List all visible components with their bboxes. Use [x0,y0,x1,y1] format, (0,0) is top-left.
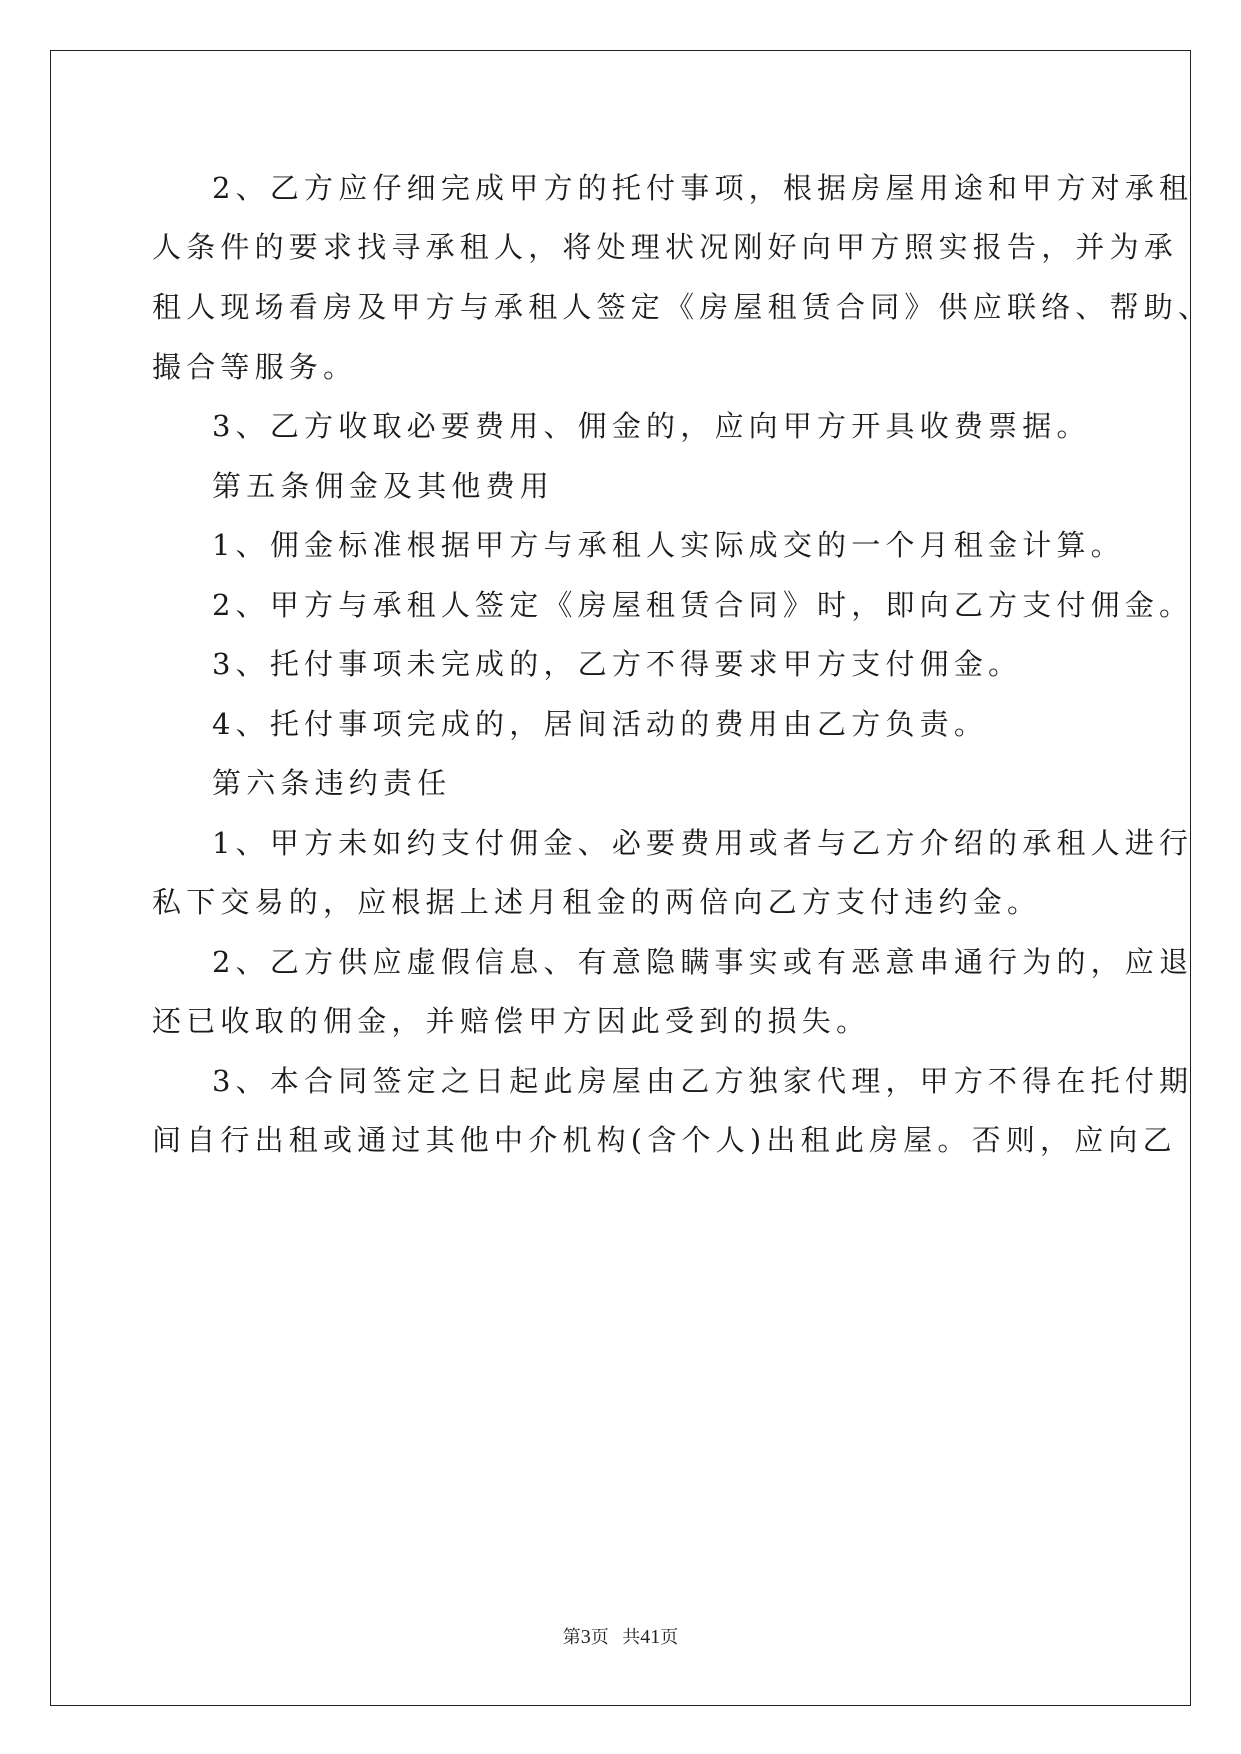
body-line: 撮合等服务。 [152,350,358,384]
section-heading: 第六条违约责任 [212,766,452,800]
body-line: 3、本合同签定之日起此房屋由乙方独家代理，甲方不得在托付期 [212,1064,1194,1098]
section-heading: 第五条佣金及其他费用 [212,469,555,503]
body-line: 人条件的要求找寻承租人，将处理状况刚好向甲方照实报告，并为承 [152,230,1179,264]
body-line: 1、佣金标准根据甲方与承租人实际成交的一个月租金计算。 [212,528,1125,562]
total-page-number: 41 [640,1626,661,1648]
body-line: 还已收取的佣金，并赔偿甲方因此受到的损失。 [152,1004,871,1038]
current-page-number: 3 [580,1626,591,1648]
footer-prefix: 第 [562,1627,581,1647]
body-line: 间自行出租或通过其他中介机构(含个人)出租此房屋。否则，应向乙 [152,1123,1177,1157]
footer-suffix: 页 [660,1627,679,1647]
body-line: 3、乙方收取必要费用、佣金的，应向甲方开具收费票据。 [212,409,1091,443]
body-line: 私下交易的，应根据上述月租金的两倍向乙方支付违约金。 [152,885,1042,919]
page-footer [0,1623,1241,1649]
body-line: 4、托付事项完成的，居间活动的费用由乙方负责。 [212,707,989,741]
body-line: 2、甲方与承租人签定《房屋租赁合同》时，即向乙方支付佣金。 [212,588,1194,622]
body-line: 3、托付事项未完成的，乙方不得要求甲方支付佣金。 [212,647,1023,681]
body-line: 2、乙方应仔细完成甲方的托付事项，根据房屋用途和甲方对承租 [212,171,1194,205]
body-line: 租人现场看房及甲方与承租人签定《房屋租赁合同》供应联络、帮助、 [152,290,1213,324]
body-line: 1、甲方未如约支付佣金、必要费用或者与乙方介绍的承租人进行 [212,826,1194,860]
body-line: 2、乙方供应虚假信息、有意隐瞒事实或有恶意串通行为的，应退 [212,945,1194,979]
footer-mid: 页 共 [590,1627,641,1647]
